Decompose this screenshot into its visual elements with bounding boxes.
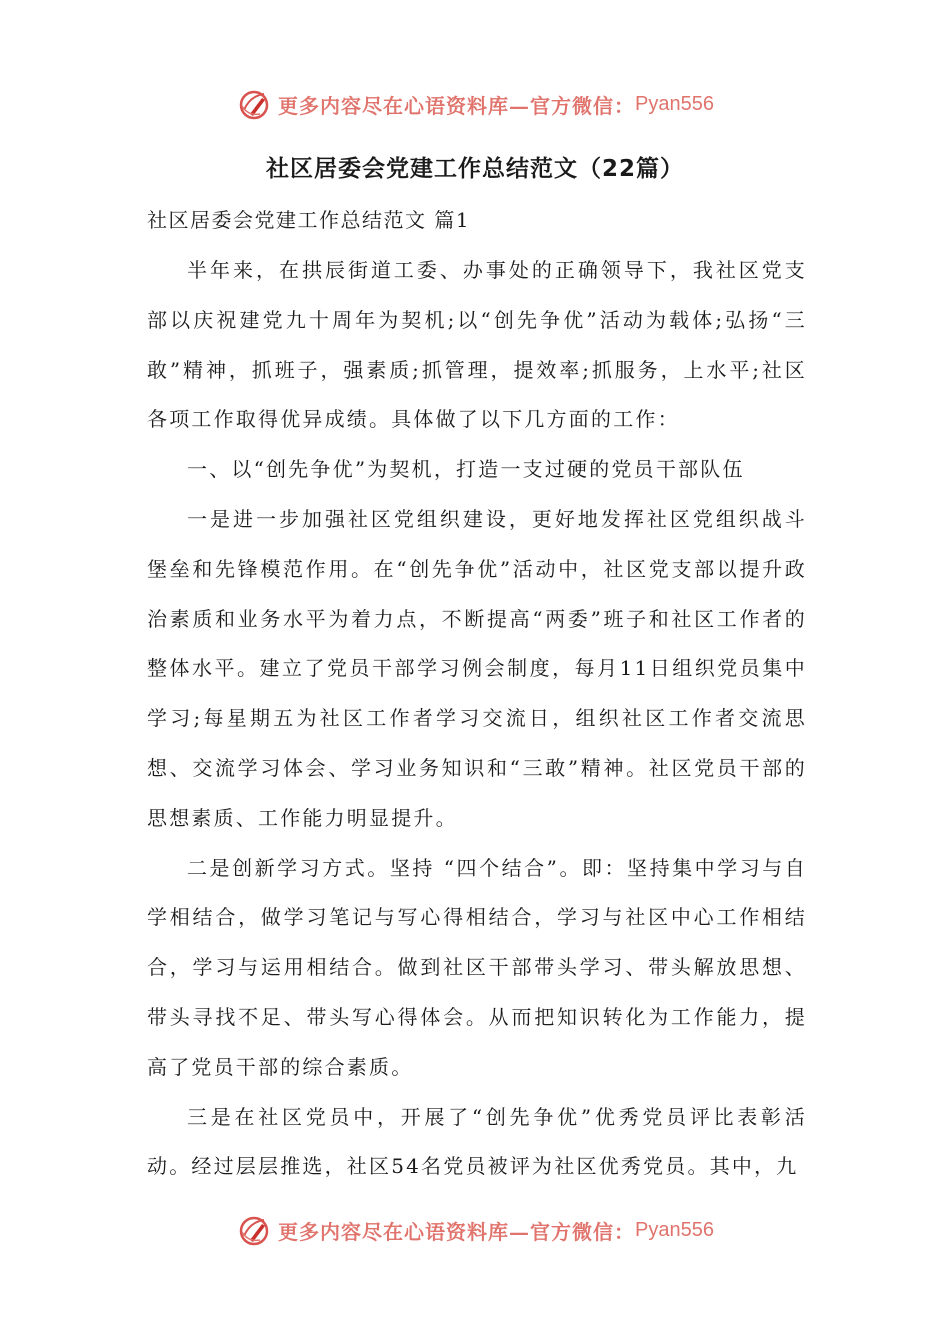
watermark-brand-text: 更多内容尽在心语资料库—官方微信： [278, 1219, 636, 1244]
paragraph: 三是在社区党员中，开展了“创先争优”优秀党员评比表彰活动。经过层层推选，社区54名党员被评为社区优秀党员。其中，九 [147, 1104, 807, 1179]
watermark-wechat-id: Pyan556 [635, 1218, 714, 1241]
document-subtitle: 社区居委会党建工作总结范文 篇1 [147, 208, 471, 232]
document-title: 社区居委会党建工作总结范文（22篇） [265, 156, 684, 182]
document-body [147, 246, 807, 1192]
paragraph: 半年来，在拱辰街道工委、办事处的正确领导下，我社区党支部以庆祝建党九十周年为契机;以“创先争优”活动为载体;弘扬“三敢”精神，抓班子，强素质;抓管理，提效率;抓服务，上水平;社区各项工作取得优异成绩。具体做了以下几方面的工作： [147, 258, 807, 432]
watermark-banner-top [0, 84, 950, 124]
pen-swirl-logo-icon [236, 86, 272, 122]
pen-swirl-logo-icon [236, 1212, 272, 1248]
paragraph: 一是进一步加强社区党组织建设，更好地发挥社区党组织战斗堡垒和先锋模范作用。在“创先争优”活动中，社区党支部以提升政治素质和业务水平为着力点，不断提高“两委”班子和社区工作者的整体水平。建立了党员干部学习例会制度，每月11日组织党员集中学习;每星期五为社区工作者学习交流日，组织社区工作者交流思想、交流学习体会、学习业务知识和“三敢”精神。社区党员干部的思想素质、工作能力明显提升。 [147, 506, 807, 830]
watermark-brand-text: 更多内容尽在心语资料库—官方微信： [278, 93, 636, 118]
paragraph: 二是创新学习方式。坚持 “四个结合”。即：坚持集中学习与自学相结合，做学习笔记与写心得相结合，学习与社区中心工作相结合，学习与运用相结合。做到社区干部带头学习、带头解放思想、带头寻找不足、带头写心得体会。从而把知识转化为工作能力，提高了党员干部的综合素质。 [147, 855, 807, 1079]
watermark-banner-bottom [0, 1210, 950, 1250]
watermark-wechat-id: Pyan556 [635, 92, 714, 115]
section-heading: 一、以“创先争优”为契机，打造一支过硬的党员干部队伍 [187, 457, 745, 482]
